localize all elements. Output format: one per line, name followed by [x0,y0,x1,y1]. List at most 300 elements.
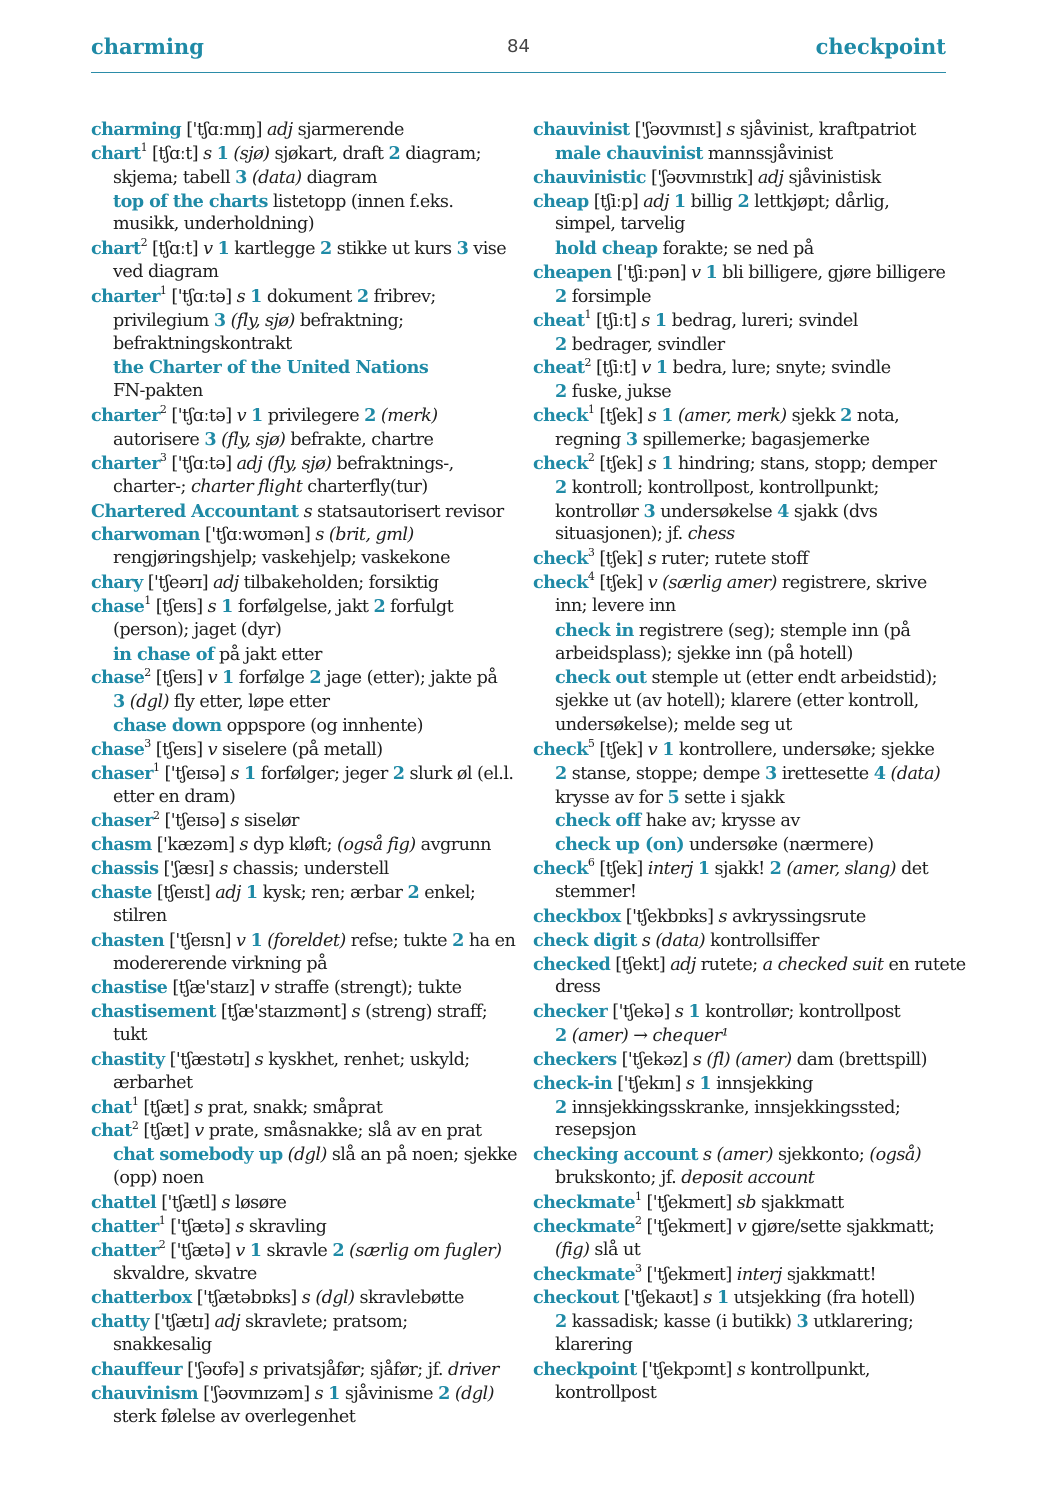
grammar-label: s [249,1359,258,1380]
entry-text: sette i sjakk [679,787,785,808]
entry-continuation-line [91,714,516,738]
entry-continuation-line [533,666,951,690]
headword: cheap [533,190,589,212]
entry-text: ['tʃeərɪ] [142,573,214,594]
homograph-number: 3 [159,450,167,464]
grammar-label: adj (fly, sjø) [236,453,332,474]
entry-text: skravle [261,1240,333,1261]
entry-line [91,1382,516,1406]
entry-text: [tʃɑːt] [147,239,204,260]
entry-continuation-line [91,166,516,190]
entry-text: ['tʃɑːmɪŋ] [181,120,267,140]
sense-number: 4 [777,500,789,522]
headword: chasten [91,929,165,951]
entry-text: [tʃeɪs] [150,739,208,760]
entry-text: [tʃæt] [138,1121,195,1142]
entry-text: mannssjåvinist [702,143,833,164]
entry-line [533,547,951,571]
entry-continuation-line [533,643,951,667]
sense-number: 2 [392,762,405,784]
sense-number: 1 [245,882,258,903]
entry-line [91,1286,516,1310]
headword: chaser [91,810,153,832]
entry-text: skravling [243,1216,327,1237]
grammar-label: s (fl) (amer) [692,1049,792,1070]
entry-line [91,738,516,762]
entry-text: skravlete; pratsom; [240,1312,408,1333]
entry-line [91,881,516,905]
entry-line [91,857,516,881]
entry-text: på jakt etter [213,644,322,665]
entry-text: FN-pakten [113,381,203,402]
entry-text: dress [555,977,601,998]
entry-text: ['tʃiːpən] [611,263,692,284]
grammar-label: (fig) [555,1239,590,1260]
grammar-label: adj [267,120,293,140]
sense-number: 4 [873,762,886,784]
entry-text: fly etter, løpe etter [168,692,330,713]
entry-continuation-line [533,1382,951,1406]
entry-line [91,1191,516,1215]
entry-text: → [628,1026,653,1047]
grammar-label: s [314,1383,324,1404]
headword: chatter [91,1215,159,1237]
headword: chastity [91,1048,165,1070]
entry-text: hake av; krysse av [640,811,800,832]
homograph-number: 4 [587,570,595,584]
headword: checkmate [533,1215,635,1237]
sense-number: 1 [697,858,710,880]
sense-number: 2 [319,238,332,260]
entry-line [91,1215,516,1239]
headword: check digit [533,929,637,951]
entry-text: straffe (strengt); tukte [269,978,462,999]
entry-text: slurk øl (el.l. [404,763,514,784]
entry-line [533,738,951,762]
grammar-label: adj [643,191,669,212]
entry-text: dyp kløft; [247,835,338,856]
sense-number: 2 [452,929,464,951]
entry-continuation-line [533,690,951,714]
entry-continuation-line [91,619,516,643]
entry-continuation-line [533,833,951,857]
grammar-label: s [351,1002,361,1023]
grammar-label: s [718,906,727,927]
sense-number: 2 [309,667,322,689]
entry-text: befrakte, chartre [285,429,434,450]
entry-text: ['tʃekpɔɪnt] [636,1359,737,1380]
headword: checkpoint [533,1358,637,1380]
entry-text: [tʃeɪs] [150,596,208,617]
entry-text: stikke ut kurs [331,239,457,260]
sense-number: 2 [555,333,567,355]
grammar-label: chequer¹ [652,1026,729,1047]
headword: chauvinist [533,119,630,140]
entry-text: irettesette [776,763,874,784]
grammar-label: s [303,501,313,522]
grammar-label: (amer, slang) [786,859,896,880]
headword: chase [91,667,145,689]
grammar-label: s [647,549,657,570]
entry-text: hindring; stans, stopp; demper [672,453,937,474]
homograph-number: 2 [635,1213,642,1227]
entry-text: befraktningskontrakt [113,333,292,354]
homograph-number: 2 [587,450,595,464]
sense-number: 1 [673,190,686,212]
sense-number: 1 [661,452,673,474]
headword: chatty [91,1311,150,1333]
sense-number: 1 [244,762,256,784]
headword: chat [91,1096,132,1118]
sense-number: 3 [113,691,125,713]
entry-text: [tʃek] [594,739,648,760]
entry-text: ['ʃəʊvɪnɪstɪk] [645,167,758,188]
entry-text: avgrunn [415,835,491,856]
entry-text: fribrev; [368,286,436,307]
sense-number: 1 [688,1001,701,1023]
entry-text: regning [555,429,626,450]
sense-number: 2 [555,381,567,403]
entry-text: ['tʃeɪsn] [164,930,237,951]
entry-text: ['tʃekbɒks] [620,906,719,927]
homograph-number: 3 [635,1261,642,1275]
grammar-label: (data) [251,167,302,188]
entry-continuation-line [533,1096,951,1120]
entry-text: ruter; rutete stoff [656,549,808,570]
entry-line [533,261,951,285]
entry-continuation-line [91,690,516,714]
entry-line [533,953,966,977]
entry-text: simpel, tarvelig [555,214,685,235]
headword: charming [91,119,182,140]
entry-text: nota, [851,406,900,427]
headword: check out [555,667,647,689]
sense-number: 1 [250,929,263,951]
headword: in chase of [113,643,214,665]
entry-text: ['tʃætɪ] [149,1312,215,1333]
grammar-label: s [230,811,239,832]
entry-continuation-line [533,1239,951,1263]
headword: top of the charts [113,190,268,212]
sense-number: 3 [796,1311,809,1333]
entry-continuation-line [91,1072,516,1096]
entry-text: [tʃeɪst] [151,883,216,903]
entry-text: innsjekking [711,1073,813,1094]
entry-text: kyskhet, renhet; uskyld; [263,1049,470,1070]
entry-text: ['tʃekmeɪt] [641,1192,737,1213]
headword: check [533,858,588,880]
grammar-label: (merk) [380,406,438,427]
entry-text: chassis; understell [227,859,389,880]
sense-number: 1 [250,285,262,307]
entry-text: privilegere [262,406,365,427]
entry-text: [tʃæt] [138,1097,195,1118]
entry-line [533,452,951,476]
sense-number: 3 [643,500,656,522]
headword: checking account [533,1144,698,1166]
entry-text: [tʃiːp] [588,191,644,212]
headword: charter [91,285,160,307]
sense-number: 3 [625,428,638,450]
grammar-label: interj [736,1264,782,1285]
sense-number: 1 [221,595,233,617]
grammar-label: s [221,1192,231,1213]
entry-continuation-line [533,786,951,810]
grammar-label: v [203,239,213,260]
entry-text: ['tʃekɪn] [612,1073,686,1094]
grammar-label: s [207,596,217,617]
entry-line [533,1263,951,1287]
grammar-label: s (amer) [703,1145,773,1166]
entry-continuation-line [91,190,516,214]
grammar-label: v (særlig amer) [647,573,777,594]
entry-line [533,356,951,380]
entry-continuation-line [533,213,951,237]
grammar-label: adj [213,573,239,594]
entry-text: krysse av for [555,787,668,808]
entry-text: [tʃeɪs] [150,668,208,689]
homograph-number: 2 [131,1118,139,1132]
entry-text: ['ʃəʊvɪnɪst] [629,120,727,140]
headword: chatter [91,1239,159,1261]
entry-continuation-line [533,595,951,619]
entry-text: tukt [113,1025,147,1046]
entry-text: ['tʃekə] [607,1002,675,1023]
grammar-label: v [235,1240,245,1261]
entry-line [533,1358,951,1382]
entry-line [533,1072,951,1096]
sense-number: 2 [555,476,567,498]
grammar-label: s [703,1288,712,1309]
entry-line [91,762,516,786]
headword: checkmate [533,1263,635,1285]
grammar-label: s [647,406,657,427]
grammar-label: adj [757,167,784,188]
entry-text: kontrollør; kontrollpost [700,1002,901,1023]
entry-text: privilegium [113,310,214,331]
entry-text: registrere, skrive [776,573,927,594]
grammar-label: adj [670,954,696,975]
grammar-label: charter flight [190,476,303,497]
grammar-label: v [641,358,651,379]
entry-text: stanse, stoppe; dempe [566,763,765,784]
entry-text: skjema; tabell [113,167,236,188]
grammar-label: s [647,453,657,474]
headword: chart [91,142,141,164]
entry-text: [tʃɑːt] [147,143,204,164]
headword: check-in [533,1072,613,1094]
entry-line [533,166,951,190]
entry-text: inn; levere inn [555,595,676,616]
grammar-label: a checked suit [762,954,884,975]
entry-text: forfølge [233,668,310,689]
entry-line [91,809,516,833]
homograph-number: 1 [159,284,167,298]
entry-text: ['tʃeɪsə] [159,763,231,784]
sense-number: 2 [407,882,420,903]
headword: chat [91,1120,132,1142]
entry-text: bedrager, svindler [566,334,725,355]
entry-line [91,1358,516,1382]
homograph-number: 3 [144,737,151,751]
homograph-number: 2 [152,808,160,822]
entry-line [91,1048,516,1072]
headword: check [533,452,588,474]
grammar-label: s [194,1097,203,1118]
entry-continuation-line [91,356,516,380]
headword: Chartered Accountant [91,500,299,522]
sense-number: 2 [388,142,401,164]
entry-text: [tʃæ'staɪzmənt] [215,1002,352,1023]
headword: chaste [91,882,152,903]
entry-text: sjåvinist, kraftpatriot [734,120,916,140]
entry-text: sjekkonto; [772,1145,870,1166]
grammar-label: s (data) [641,930,706,951]
sense-number: 2 [555,1311,567,1333]
homograph-number: 1 [140,140,148,154]
headword: checkbox [533,905,621,927]
entry-continuation-line [533,881,951,905]
entry-text: refse; tukte [345,930,453,951]
homograph-number: 1 [635,1190,642,1204]
homograph-number: 5 [587,737,595,751]
entry-text: utsjekking (fra hotell) [728,1288,915,1309]
headword: checkout [533,1287,619,1309]
headword: checker [533,1001,608,1023]
entry-text: kassadisk; kasse (i butikk) [566,1312,797,1333]
entry-continuation-line [91,380,516,404]
entry-text: sjakkmatt! [781,1264,877,1285]
grammar-label: v [236,930,246,951]
entry-line [91,500,516,524]
entry-text: (person); jaget (dyr) [113,619,282,640]
headword: chase down [113,715,222,737]
entry-text: ['tʃekaʊt] [618,1288,704,1309]
entry-continuation-line [91,1263,516,1287]
sense-number: 2 [737,190,750,212]
entry-line [91,142,516,166]
sense-number: 1 [699,1072,712,1094]
entry-line [91,929,516,953]
entry-line [533,1191,951,1215]
homograph-number: 1 [144,594,151,608]
entry-text: ['tʃætə] [165,1216,236,1237]
entry-continuation-line [91,1334,516,1358]
entry-text: kontrollsiffer [705,930,819,951]
entry-text: en rutete [883,954,966,975]
entry-line [533,1215,951,1239]
entry-text: tilbakeholden; forsiktig [238,573,439,594]
entry-text: [tʃek] [594,573,648,594]
entry-continuation-line [533,1119,951,1143]
entry-continuation-line [91,547,516,571]
entry-continuation-line [533,476,951,500]
grammar-label: v [207,739,217,760]
entry-text: charterfly(tur) [302,476,428,497]
entry-line [533,190,951,214]
sense-number: 1 [328,1382,340,1404]
homograph-number: 2 [140,236,148,250]
sense-number: 2 [769,858,782,880]
entry-text: billig [685,191,738,212]
sense-number: 1 [705,262,718,284]
entry-continuation-line [91,333,516,357]
headword: check [533,572,588,594]
sense-number: 2 [438,1382,450,1404]
entry-text: befraktnings-, [331,453,454,474]
entry-text: fuske, jukse [566,382,672,403]
entry-text: utklarering; [808,1312,914,1333]
grammar-label: s [674,1002,684,1023]
headword: check [533,548,588,570]
headword: chaser [91,762,153,784]
grammar-label: (også fig) [337,835,416,856]
entry-line [533,118,951,142]
entry-line [91,452,516,476]
sense-number: 1 [654,309,667,331]
entry-continuation-line [91,1406,516,1430]
entry-continuation-line [533,523,951,547]
entry-line [91,595,516,619]
homograph-number: 2 [584,355,591,369]
grammar-label: s [641,310,650,331]
grammar-label: s [219,859,228,880]
entry-text: ['ʃæsɪ] [158,859,220,880]
running-head-left: charming [91,34,204,59]
entry-text: oppspore (og innhente) [221,716,423,737]
homograph-number: 1 [152,760,160,774]
entry-text: [tʃek] [594,406,648,427]
headword: charter [91,405,160,427]
entry-line [91,833,516,857]
grammar-label: s (brit, gml) [315,525,414,546]
entry-text: ['tʃætl] [156,1192,222,1213]
homograph-number: 1 [158,1213,166,1227]
entry-continuation-line [91,213,516,237]
entry-text: etter en dram) [113,786,236,807]
grammar-label: s [736,1359,746,1380]
grammar-label: chess [687,524,735,545]
headword: chauvinism [91,1382,199,1404]
entry-text: sjekk [786,406,841,427]
sense-number: 3 [213,309,226,331]
entry-line [91,285,516,309]
entry-line [533,1000,951,1024]
sense-number: 1 [716,1287,729,1309]
headword: checkmate [533,1191,635,1213]
sense-number: 1 [216,142,229,164]
entry-text: kontrollpost [555,1382,657,1403]
entry-text: kontrollpunkt, [745,1359,870,1380]
sense-number: 1 [251,405,263,427]
entry-text: snakkesalig [113,1335,212,1356]
headword: cheat [533,357,585,379]
sense-number: 2 [840,405,852,427]
headword: chastisement [91,1001,216,1023]
entry-line [91,1239,516,1263]
grammar-label: v [736,1216,747,1237]
entry-text: sjekke ut (av hotell); klarere (etter kontroll, [555,691,919,712]
entry-text: brukskonto; jf. [555,1168,682,1189]
grammar-label: (sjø) [233,143,270,164]
entry-text: ['ʃəʊfə] [182,1359,250,1380]
grammar-label: v [207,668,217,689]
entry-text: [tʃekt] [610,954,671,975]
grammar-label: v [691,263,701,284]
entry-text: klarering [555,1335,633,1356]
entry-text: diagram; [400,143,481,164]
entry-text: musikk, underholdning) [113,214,315,235]
